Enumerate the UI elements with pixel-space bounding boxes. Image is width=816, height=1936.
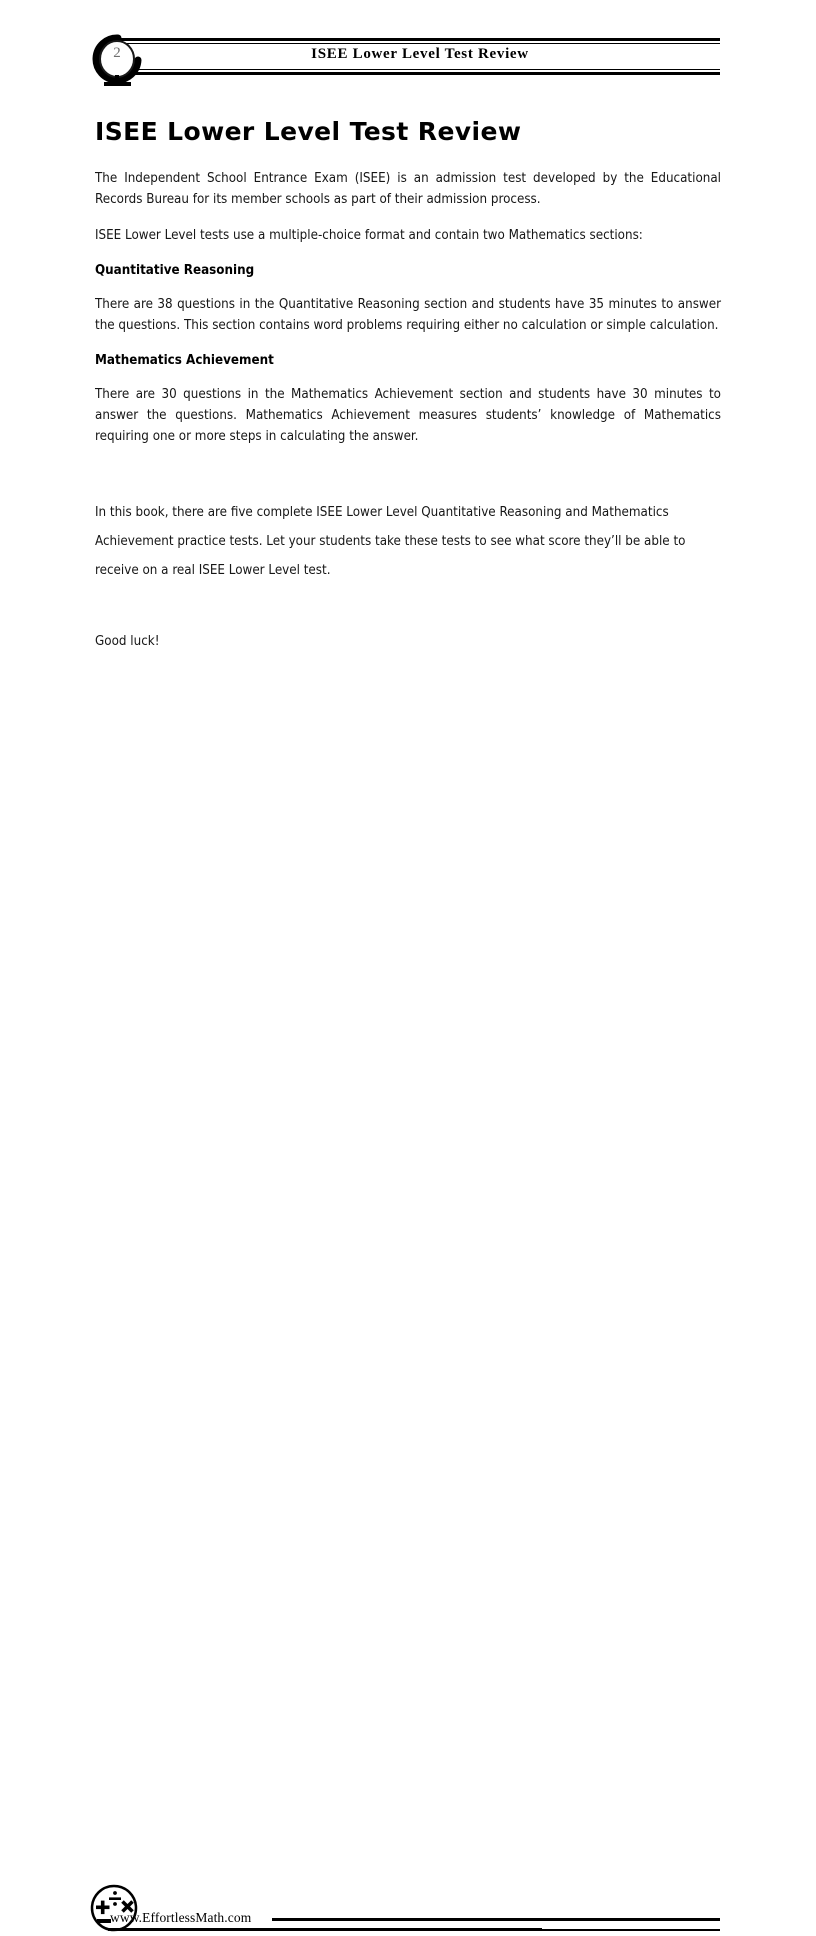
page-title: ISEE Lower Level Test Review	[95, 116, 522, 146]
section-heading-mathematics-achievement: Mathematics Achievement	[95, 353, 274, 368]
closing-paragraph: In this book, there are five complete ISEE Lower Level Quantitative Reasoning and Mathematics Achievement practice tests. Let your students take these tests to see what score they’ll be able to receive on a real ISEE Lower Level test.	[95, 505, 686, 578]
header-rule-top-thin	[118, 43, 720, 44]
page-header	[0, 0, 816, 95]
footer-rule-lower-thin	[542, 1929, 720, 1931]
closing-block	[95, 498, 723, 585]
footer-website-url[interactable]: www.EffortlessMath.com	[110, 1910, 252, 1925]
body-text-block	[95, 168, 721, 447]
section-body-quantitative-reasoning: There are 38 questions in the Quantitative Reasoning section and students have 35 minutes to answer the questions. This section contains word problems requiring either no calculation or simple calculation.	[95, 297, 721, 333]
intro-paragraph: The Independent School Entrance Exam (ISEE) is an admission test developed by the Educational Records Bureau for its member schools as part of their admission process.	[95, 171, 721, 207]
section-heading-quantitative-reasoning: Quantitative Reasoning	[95, 263, 255, 278]
header-rule-bottom-thick	[118, 72, 720, 75]
footer-rule-upper	[272, 1918, 720, 1921]
footer-rule-lower-thick	[108, 1928, 542, 1931]
sign-off-text: Good luck!	[95, 634, 160, 649]
globe-icon	[93, 34, 145, 86]
header-rule-top-thick	[118, 38, 720, 41]
format-paragraph: ISEE Lower Level tests use a multiple-choice format and contain two Mathematics sections:	[95, 228, 643, 243]
page-footer	[0, 936, 816, 1925]
running-header-title: ISEE Lower Level Test Review	[311, 46, 529, 62]
page-number: 2	[113, 45, 121, 61]
header-rule-bottom-thin	[118, 69, 720, 70]
section-body-mathematics-achievement: There are 30 questions in the Mathematics Achievement section and students have 30 minutes to answer the questions. Mathematics Achievement measures students’ knowledge of Mathematics requiring one or more steps in calculating the answer.	[95, 387, 721, 444]
